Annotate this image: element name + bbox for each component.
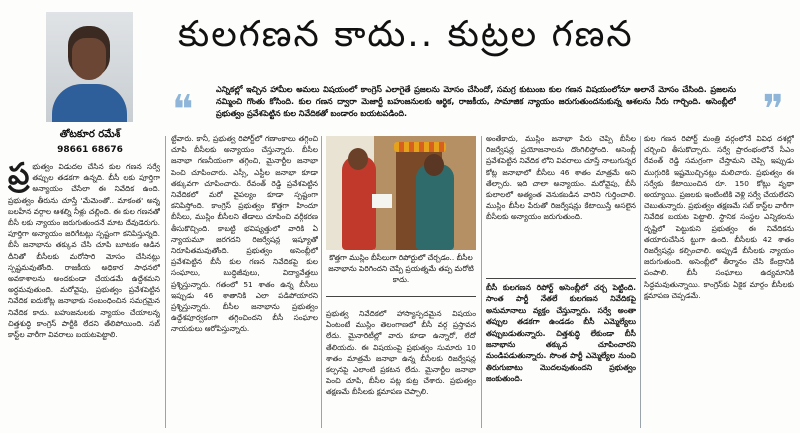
column-5-text: బీసీ కులగణన రిపోర్ట్ అసెంబ్లీలో చర్చ పెట్టింది. సాంత పార్టీ నేతలే కులగణన నివేదికపై అనుమానాలు వ్యక్తం చేస్తున్నారు. సర్వే అంతా తప్పుల తడకగా ఉండడం బీసీ ఎమ్మెల్యేలు తప్పుబడుతున్నారు. చిత్తశుద్ధి లేకుండా బీసీ జనాభాను తక్కువ చూపించారని మండిపడుతున్నారు. సొంత పార్టీ ఎమ్మెల్యేల నుంచి తిరుగుబాటు మొదలవుతుందని ప్రభుత్వం జంకుతుంది. [486, 283, 636, 384]
quote-close-icon: ❞ [762, 87, 784, 133]
article-column-4 [486, 133, 636, 276]
box-rule [486, 278, 636, 279]
author-shirt [52, 84, 127, 122]
photo-person-left [342, 156, 376, 250]
drop-cap: ప్ర [8, 161, 30, 192]
column-divider [321, 136, 322, 428]
photo-paper [372, 194, 392, 208]
photo-caption: కొత్తగా ముస్లిం బీసీలుగా రిపోర్టులో చేర్చడం.. బీసీల జనాభాను పెరిగిందని చెప్పే ప్రయత్నమే తప్ప మరోటి కాదు. [328, 253, 474, 285]
headline: కులగణన కాదు.. కుట్రల గణన [178, 14, 634, 55]
photo-person-right-head [424, 154, 444, 176]
author-name: తోటకూర రమేశ్ [59, 129, 121, 140]
photo-person-right [416, 164, 454, 250]
article-column-3 [326, 308, 476, 429]
column-divider [165, 136, 166, 428]
quote-open-icon: ❝ [172, 87, 194, 133]
article-column-6 [644, 133, 794, 429]
column-divider [481, 136, 482, 428]
photo-garland [394, 142, 446, 152]
column-divider [640, 136, 641, 428]
column-2-text: ట్టేవారు. కానీ, ప్రభుత్వ రిపోర్ట్‌లో గణాంకాలు తగ్గించి చూపి బీసీలకు అన్యాయం చేస్తున్నారు. బీసీల జనాభా గణనీయంగా తగ్గించి, మైనార్టీల జనాభా పెంచి చూపించారు. ఎస్సీ, ఎస్టీల జనాభా కూడా తక్కువగా చూపించారు. రేవంత్ రెడ్డి ప్రవేశపెట్టిన నివేదికలో మరో వైపల్యం కూడా స్పష్టంగా కనిపిస్తోంది. కాంగ్రెస్ ప్రభుత్వం కొత్తగా హిందూ బీసీలు, ముస్లిం బీసీలని తేడాలు చూపించి వర్గీకరణ తీసుకొచ్చింది. కాబట్టి భవిష్యత్తులో వారికి ఏ న్యాయమూ జరగదని రిజర్వేషన్ల ఇష్యూతో నిరూపితమవుతోంది. ప్రభుత్వం అసెంబ్లీలో ప్రవేశపెట్టిన బీసీ కుల గణన నివేదికపై కుల సంఘాలు, బుద్ధిజీవులు, విద్యావేత్తలు ప్రశ్నిస్తున్నారు. గతంలో 51 శాతం ఉన్న బీసీలు ఇప్పుడు 46 శాతానికి ఎలా పడిపోయారని ప్రశ్నిస్తున్నారు. బీసీల జనాభాను ప్రభుత్వం ఉద్దేశపూర్వకంగా తగ్గించిందని బీసీ సంఘాల నాయకులు ఆరోపిస్తున్నారు. [171, 134, 318, 334]
news-photo [326, 136, 476, 250]
author-photo [46, 12, 133, 122]
caption-rule [326, 296, 476, 297]
article-column-1 [8, 161, 160, 429]
column-3-text: ప్రభుత్వ నివేదికలో హాస్యాస్పదమైన విషయం ఏంటంటే ముస్లిం తెలంగాణలో బీసీ వర్గ ప్రస్తావన లేదు. మైనారిటీల్లో వారు కూడా ఉన్నారో, లేదో తేలియదు. ఈ విషయంపై ప్రభుత్వం సుమారు 10 శాతం మాత్రమే జనాభా ఉన్న బీసీలకు రిజర్వేషన్ల కల్పనపై ఎలాంటి ప్రకటన లేదు. మైనార్టీల జనాభా పెంచి చూపి, బీసీల పట్ల కుట్ర చేశారు. ప్రభుత్వం తక్షణమే బీసీలకు క్షమాపణ చెప్పాలి. [326, 309, 476, 397]
column-6-text: కుల గణన రిపోర్ట్ మంత్రి వర్గంలోనే వివిధ దశల్లో చర్చించి తీసుకొచ్చారు. సర్వే ప్రారంభంలోనే సీఎం రేవంత్ రెడ్డి సమగ్రంగా చేస్తామని చెప్పి ఇప్పుడు ముగ్గురికి ఇష్టమొచ్చినట్లు మలిచారు. ప్రభుత్వం ఈ సర్వేకు కేటాయించిన రూ. 150 కోట్లు వృథా అయ్యాయి. ప్రజలకు ఇంటింటికి వెళ్లి సర్వే చేయలేదని చెబుతున్నారు. ప్రభుత్వం తక్షణమే సబ్ కాస్ట్‌ల వారీగా నివేదిక బయట పెట్టాలి. స్థానిక సంస్థల ఎన్నికలను దృష్టిలో పెట్టుకుని ప్రభుత్వం ఈ నివేదికను తయారుచేసిన ట్టుగా ఉంది. బీసీలకు 42 శాతం రిజర్వేషన్లు కల్పించాలి. అప్పుడే బీసీలకు న్యాయం జరుగుతుంది. అసెంబ్లీలో తీర్మానం చేసి కేంద్రానికి పంపాలి. బీసీ సంఘాలు ఉద్యమానికి సిద్ధమవుతున్నాయి. కాంగ్రెస్‌కు ఏకైక మార్గం బీసీలకు క్షమాపణ చెప్పడమే. [644, 134, 794, 300]
photo-person-left-head [348, 148, 368, 170]
author-face [72, 38, 106, 80]
article-column-2 [171, 133, 318, 429]
column-1-text: భుత్వం విడుదల చేసిన కుల గణన సర్వే తప్పుల తడకగా ఉన్నది. బీసీ లకు పూర్తిగా అన్యాయం చేసేలా ఈ నివేదిక ఉంది. ప్రభుత్వం తీరును చూస్తే 'మేమెంతో.. మాకంత' అన్న బలహీన వర్గాల ఆశల్ని నీళ్లు చల్లింది. ఈ కుల గణనతో బీసీ లకు న్యాయం జరుగుతుందనే మాట దేవుడెరుగు. పూర్తిగా అన్యాయం జరిగేటట్లు స్పష్టంగా కనిపిస్తున్నది. బీసీ జనాభాను తక్కువ చేసి చూపి బూటకం ఆడిన దీనితో బీసీలకు మరోసారి మోసం చేసినట్లు స్పష్టమవుతోంది. రాజకీయ అధికార సాధనలో అవకాశాలను అందకుండా చేయడమే ఉద్దేశమని అర్థమవుతుంది. మరోవైపు, ప్రభుత్వం ప్రవేశపెట్టిన నివేదిక ఐదుకోట్ల జనాభాకు సంబంధించిన సమగ్రమైన నివేదిక కాదు. బహుజనులకు న్యాయం చేయాలన్న చిత్తశుద్ధి కాంగ్రెస్ పార్టీకి లేదని తేలిపోయింది. సబ్ కాస్ట్‌ల వారీగా వివరాలు బయటపెట్టాలి. [8, 162, 160, 340]
author-phone: 98661 68676 [57, 145, 123, 155]
article-column-5 [486, 282, 636, 428]
deck-text: ఎన్నికల్లో ఇచ్చిన హామీల అమలు విషయంలో కాంగ్రెస్ ఎలాగైతే ప్రజలను మోసం చేసిందో, సమగ్ర కుటుంబ కుల గణన విషయంలోనూ అలానే మోసం చేసింది. ప్రజలను నమ్మించి గొంతు కోసింది. కుల గణన ద్వారా మెజార్టీ బహుజనులకు ఆర్థిక, రాజకీయ, సామాజిక న్యాయం జరుగుతుందనుకున్న ఆశలను నీరు గార్చింది. అసెంబ్లీలో ప్రభుత్వం ప్రవేశపెట్టిన కుల నివేదికతో బండారం బయటపడింది. [216, 85, 736, 118]
column-4-text: అంతేకాదు, ముస్లిం జనాభా పేరు చెప్పి బీసీల రిజర్వేషన్ల ప్రయోజనాలను దొంగిలిస్తోంది. అసెంబ్లీ ప్రవేశపెట్టిన నివేదిక లోని వివరాలు చూస్తే నాలుగున్నర కోట్ల జనాభాలో బీసీలు 46 శాతం మాత్రమే అని తేల్చారు. ఇది చాలా అన్యాయం. మరోవైపు, బీసీ కులాలలో అత్యంత వెనుకబడిన వారిని గుర్తించాలి. ముస్లిం బీసీల పేరుతో రిజర్వేషన్లు కేటాయిస్తే అసలైన బీసీలకు అన్యాయం జరుగుతుంది. [486, 134, 636, 222]
deck-box [168, 84, 788, 132]
